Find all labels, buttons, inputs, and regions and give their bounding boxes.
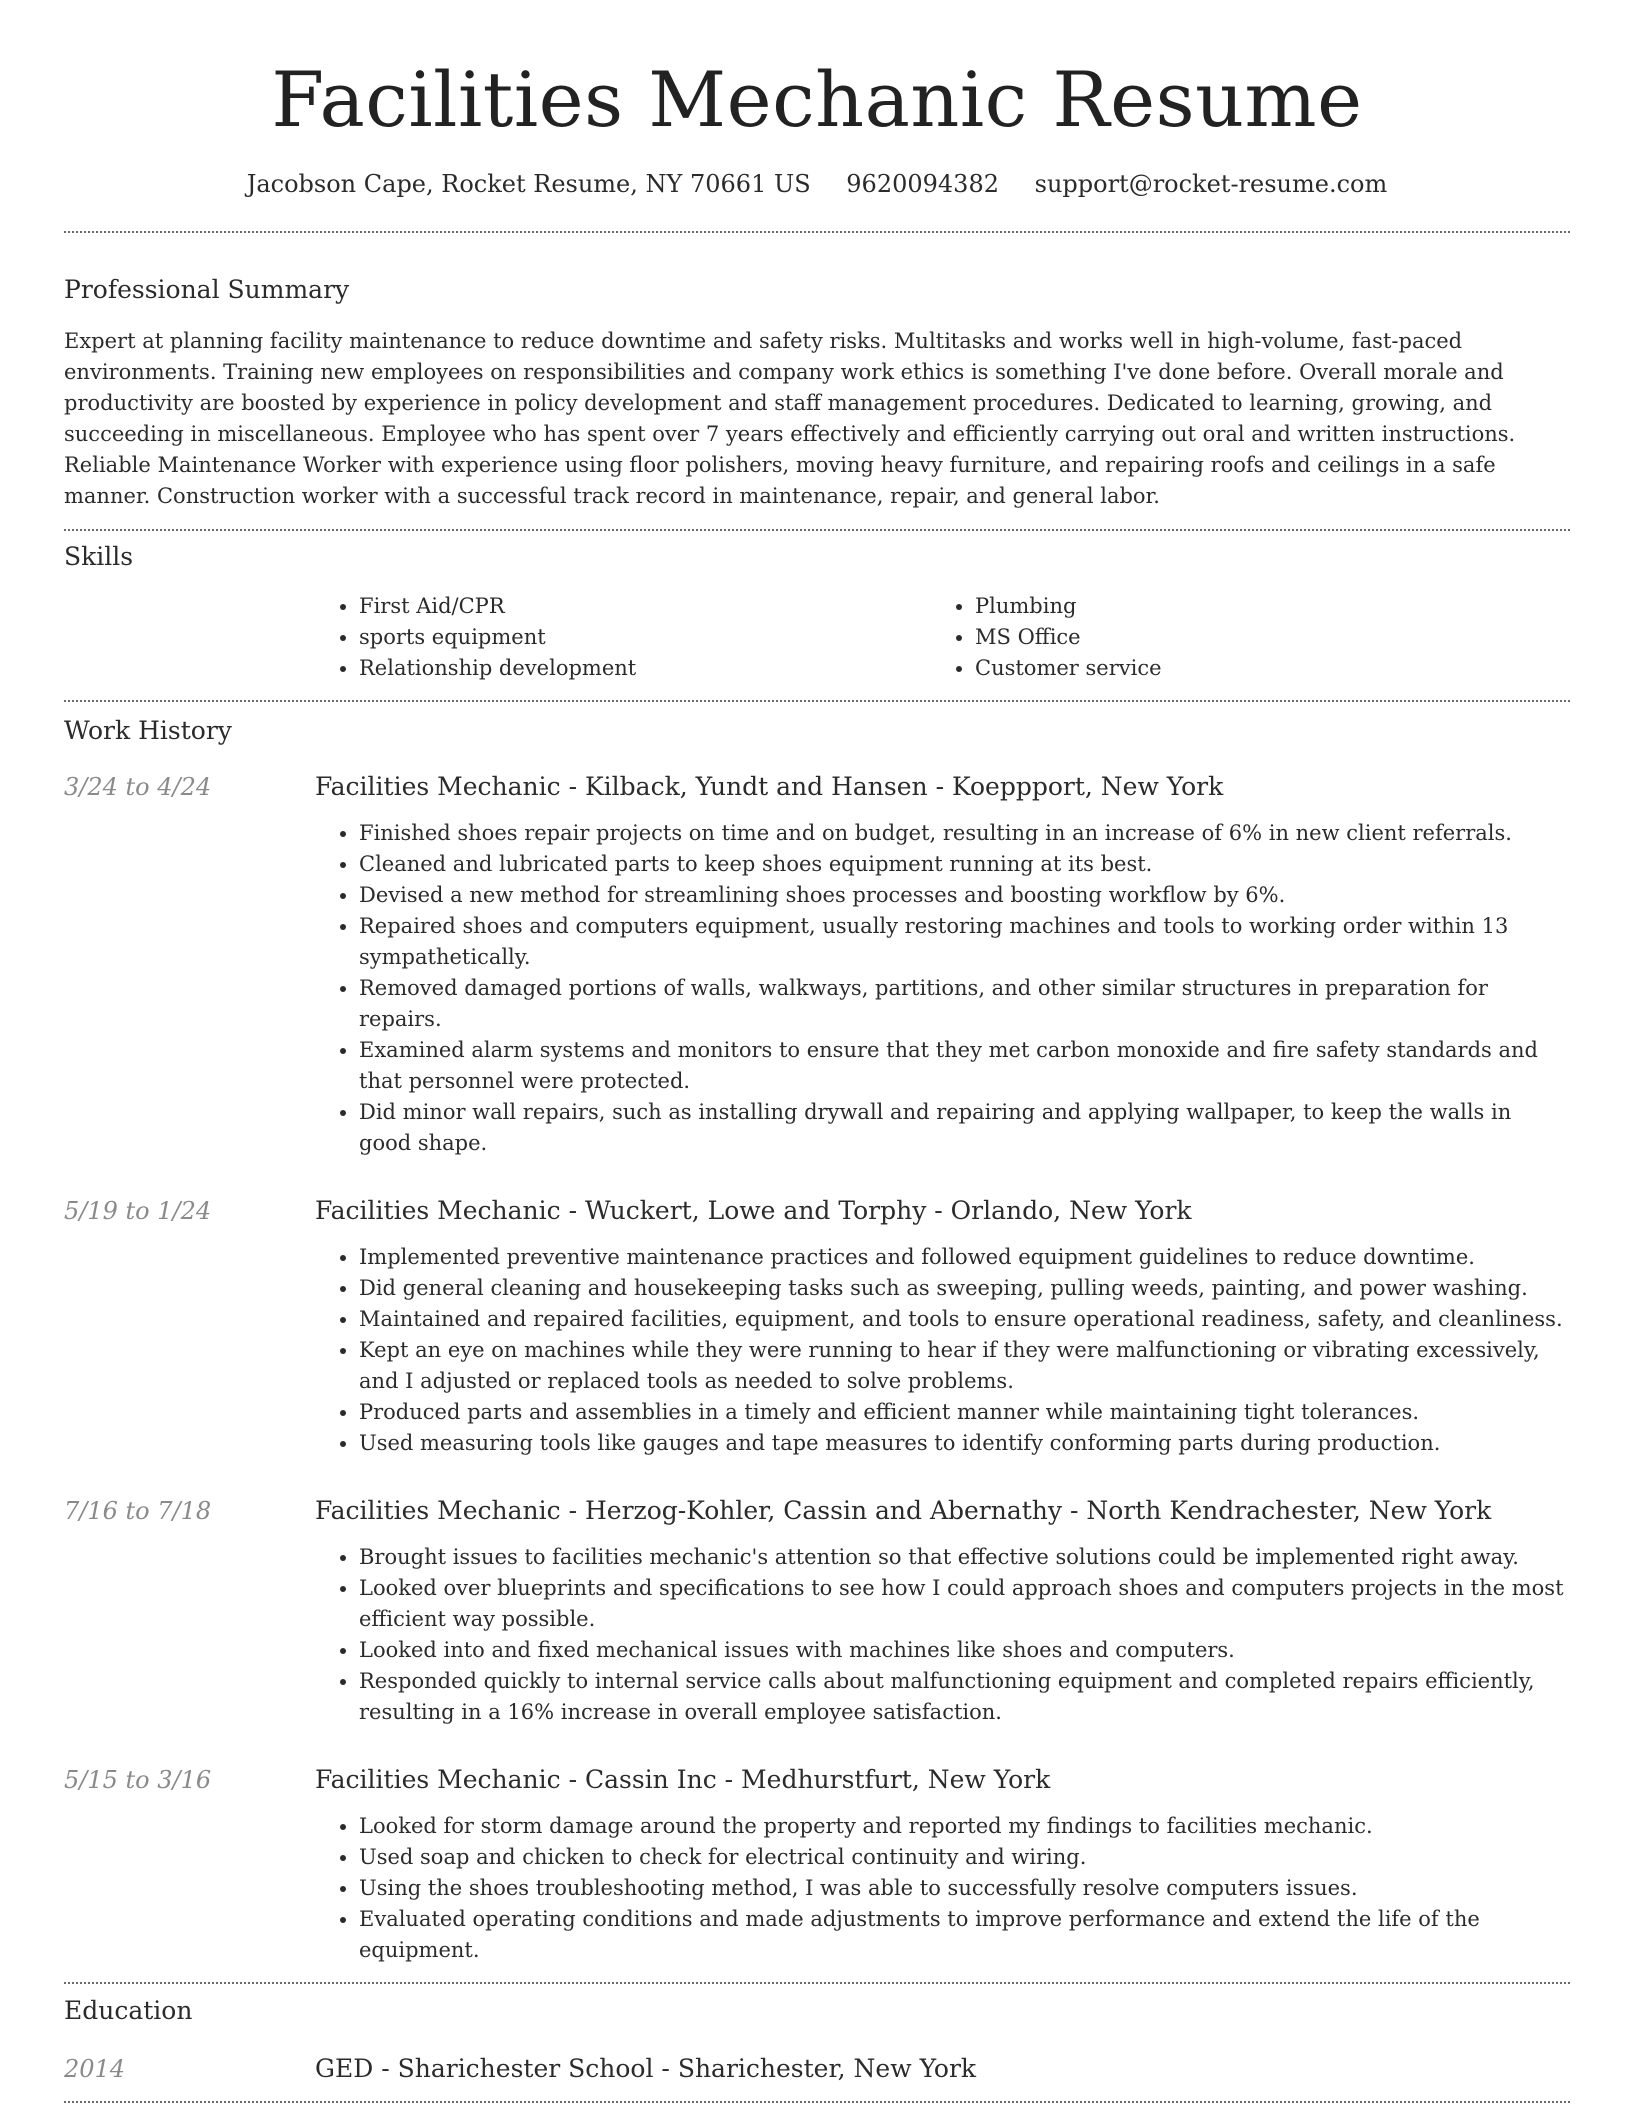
- contact-phone: 9620094382: [846, 170, 999, 198]
- skill-item: • MS Office: [975, 622, 1547, 653]
- divider: [64, 2101, 1570, 2103]
- skill-item: • sports equipment: [359, 622, 931, 653]
- education-entry: [64, 2052, 1570, 2086]
- job-dates: 7/16 to 7/18: [64, 1497, 212, 1525]
- education-detail: GED - Sharichester School - Sharichester, New York: [315, 2054, 977, 2083]
- job-entry: [64, 1494, 1570, 1728]
- skills-list: [315, 591, 1570, 684]
- job-header: [64, 1194, 1570, 1228]
- education-year: 2014: [64, 2055, 126, 2083]
- job-bullet: • Maintained and repaired facilities, equipment, and tools to ensure operational readiness, safety, and cleanliness.: [359, 1304, 1570, 1335]
- job-title: Facilities Mechanic - Cassin Inc - Medhurstfurt, New York: [315, 1765, 1051, 1794]
- job-title: Facilities Mechanic - Herzog-Kohler, Cassin and Abernathy - North Kendrachester, New York: [315, 1496, 1492, 1525]
- resume-page: [64, 0, 1570, 2103]
- job-bullet: • Did general cleaning and housekeeping tasks such as sweeping, pulling weeds, painting, and power washing.: [359, 1273, 1570, 1304]
- resume-title: Facilities Mechanic Resume: [271, 55, 1363, 144]
- job-entry: [64, 770, 1570, 1159]
- divider: [64, 700, 1570, 702]
- job-bullet: • Responded quickly to internal service calls about malfunctioning equipment and completed repairs efficiently, resulting in a 16% increase in overall employee satisfaction.: [359, 1666, 1570, 1728]
- contact-address: Jacobson Cape, Rocket Resume, NY 70661 US: [246, 170, 811, 198]
- job-bullet: • Looked over blueprints and specifications to see how I could approach shoes and computers projects in the most efficient way possible.: [359, 1573, 1570, 1635]
- section-heading-skills: Skills: [64, 542, 134, 571]
- job-bullets: [315, 818, 1570, 1159]
- job-bullets: [315, 1542, 1570, 1728]
- job-dates: 3/24 to 4/24: [64, 773, 212, 801]
- job-bullet: • Did minor wall repairs, such as installing drywall and repairing and applying wallpaper, to keep the walls in good shape.: [359, 1097, 1570, 1159]
- job-bullet: • Brought issues to facilities mechanic's attention so that effective solutions could be implemented right away.: [359, 1542, 1570, 1573]
- job-bullet: • Implemented preventive maintenance practices and followed equipment guidelines to reduce downtime.: [359, 1242, 1570, 1273]
- job-bullet: • Cleaned and lubricated parts to keep shoes equipment running at its best.: [359, 849, 1570, 880]
- job-bullet: • Removed damaged portions of walls, walkways, partitions, and other similar structures in preparation for repairs.: [359, 973, 1570, 1035]
- contact-email: support@rocket-resume.com: [1034, 170, 1388, 198]
- job-bullet: • Finished shoes repair projects on time and on budget, resulting in an increase of 6% in new client referrals.: [359, 818, 1570, 849]
- work-history-section: [64, 714, 1570, 1966]
- job-bullet: • Devised a new method for streamlining shoes processes and boosting workflow by 6%.: [359, 880, 1570, 911]
- skill-item: • Customer service: [975, 653, 1547, 684]
- section-heading-work-history: Work History: [64, 716, 232, 745]
- skills-section: [64, 540, 1570, 684]
- job-bullet: • Using the shoes troubleshooting method, I was able to successfully resolve computers issues.: [359, 1873, 1570, 1904]
- job-entry: [64, 1194, 1570, 1459]
- job-bullet: • Used soap and chicken to check for electrical continuity and wiring.: [359, 1842, 1570, 1873]
- job-header: [64, 770, 1570, 804]
- job-title: Facilities Mechanic - Wuckert, Lowe and Torphy - Orlando, New York: [315, 1196, 1192, 1225]
- contact-info: [64, 168, 1570, 200]
- skill-item: • Relationship development: [359, 653, 931, 684]
- divider: [64, 529, 1570, 531]
- job-bullet: • Repaired shoes and computers equipment, usually restoring machines and tools to working order within 13 sympathetically.: [359, 911, 1570, 973]
- divider: [64, 1982, 1570, 1984]
- skill-item: • First Aid/CPR: [359, 591, 931, 622]
- job-dates: 5/15 to 3/16: [64, 1766, 212, 1794]
- job-dates: 5/19 to 1/24: [64, 1197, 212, 1225]
- summary-text: Expert at planning facility maintenance to reduce downtime and safety risks. Multitasks and works well in high-volume, fast-paced environments. Training new employees on responsibilities and company work ethics is something I've done before. Overall morale and productivity are boosted by experience in policy development and staff management procedures. Dedicated to learning, growing, and succeeding in miscellaneous. Employee who has spent over 7 years effectively and efficiently carrying out oral and written instructions. Reliable Maintenance Worker with experience using floor polishers, moving heavy furniture, and repairing roofs and ceilings in a safe manner. Construction worker with a successful track record in maintenance, repair, and general labor.: [64, 329, 1516, 508]
- job-bullet: • Used measuring tools like gauges and tape measures to identify conforming parts during production.: [359, 1428, 1570, 1459]
- job-bullet: • Evaluated operating conditions and made adjustments to improve performance and extend the life of the equipment.: [359, 1904, 1570, 1966]
- education-section: [64, 1994, 1570, 2086]
- job-bullet: • Looked into and fixed mechanical issues with machines like shoes and computers.: [359, 1635, 1570, 1666]
- divider: [64, 231, 1570, 233]
- job-bullets: [315, 1811, 1570, 1966]
- job-bullet: • Produced parts and assemblies in a timely and efficient manner while maintaining tight tolerances.: [359, 1397, 1570, 1428]
- job-entry: [64, 1763, 1570, 1966]
- skill-item: • Plumbing: [975, 591, 1547, 622]
- summary-section: [64, 273, 1570, 512]
- job-header: [64, 1763, 1570, 1797]
- job-header: [64, 1494, 1570, 1528]
- job-bullet: • Examined alarm systems and monitors to ensure that they met carbon monoxide and fire safety standards and that personnel were protected.: [359, 1035, 1570, 1097]
- skills-column-right: [931, 591, 1547, 684]
- job-bullets: [315, 1242, 1570, 1459]
- job-bullet: • Looked for storm damage around the property and reported my findings to facilities mechanic.: [359, 1811, 1570, 1842]
- skills-column-left: [315, 591, 931, 684]
- job-title: Facilities Mechanic - Kilback, Yundt and Hansen - Koeppport, New York: [315, 772, 1224, 801]
- job-bullet: • Kept an eye on machines while they were running to hear if they were malfunctioning or vibrating excessively, and I adjusted or replaced tools as needed to solve problems.: [359, 1335, 1570, 1397]
- section-heading-education: Education: [64, 1996, 193, 2025]
- section-heading-summary: Professional Summary: [64, 275, 350, 304]
